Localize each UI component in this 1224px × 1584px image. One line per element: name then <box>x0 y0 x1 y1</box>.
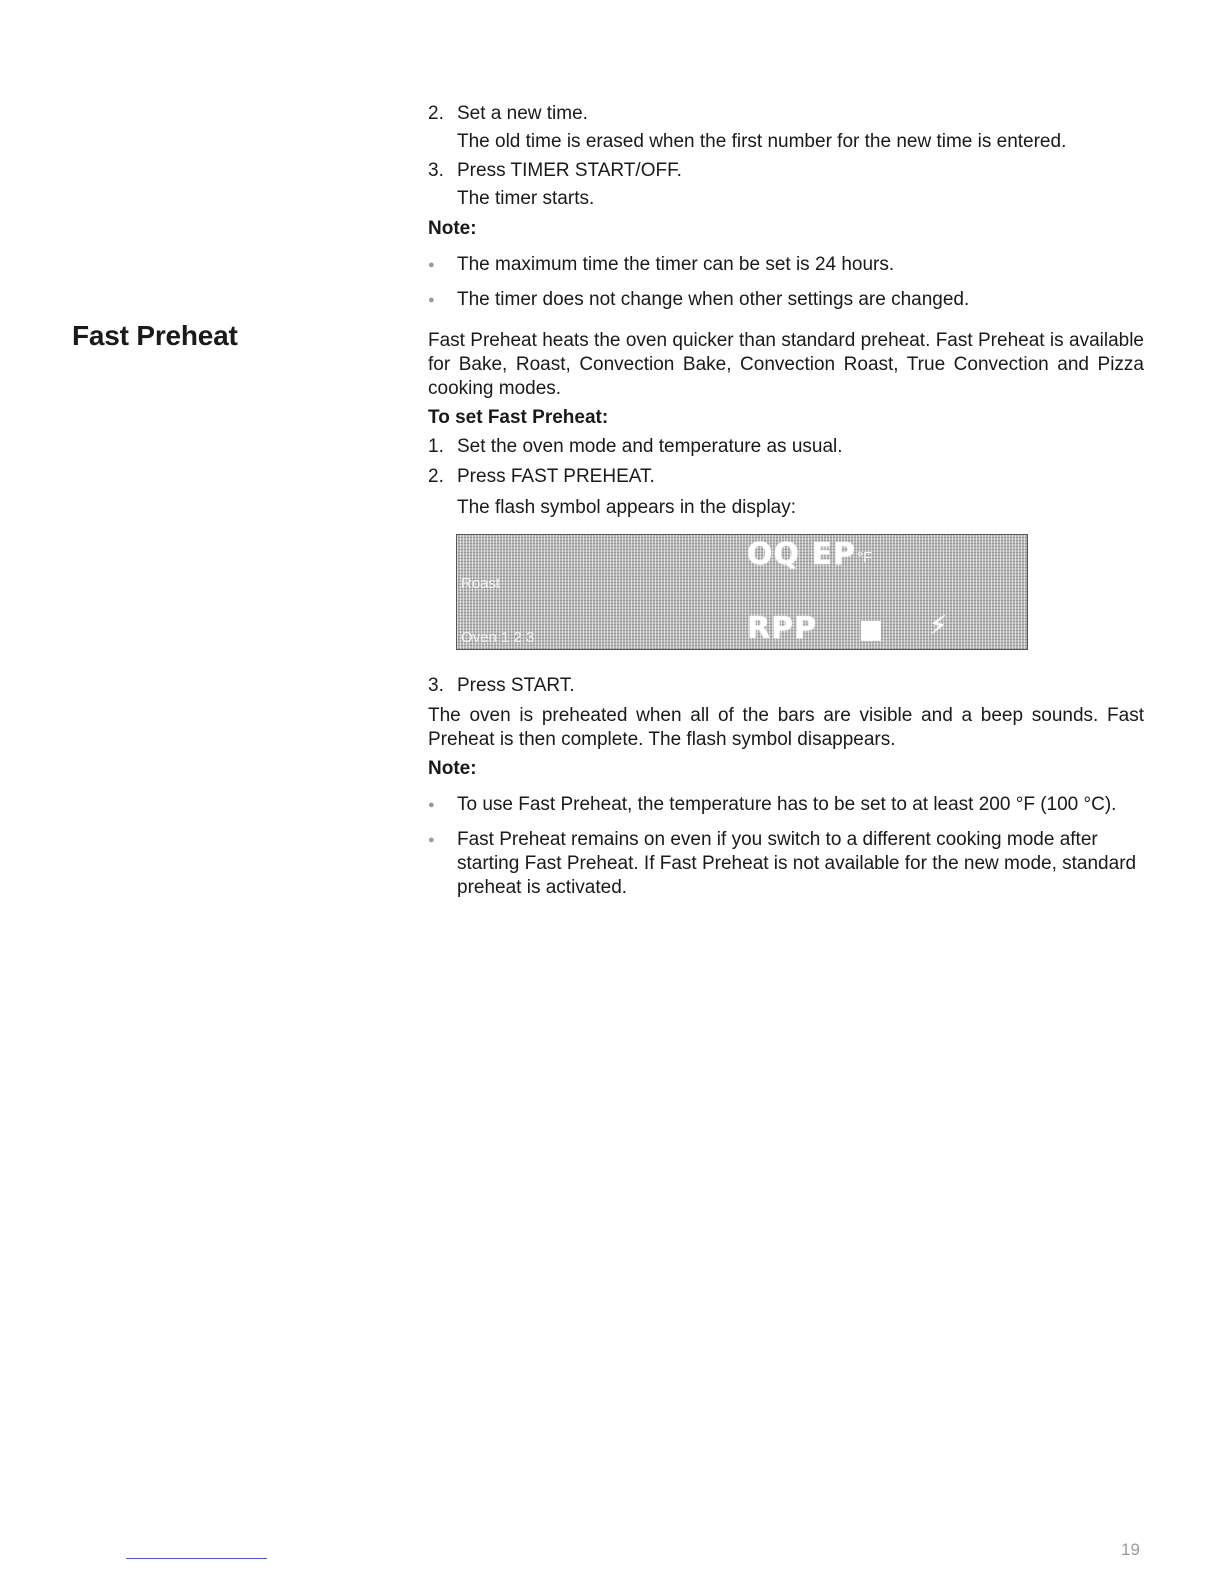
note-text: Fast Preheat remains on even if you switch to a different cooking mode after starting Fast Preheat. If Fast Preheat is not available for the new mode, standard preheat is activated. <box>457 829 1137 898</box>
timer-step-3-detail: The timer starts. <box>457 188 595 209</box>
display-oven-label: Oven 1 2 3 <box>461 629 535 646</box>
flash-symbol-icon: ⚡ <box>929 611 949 641</box>
display-top-value: OQ EP <box>747 537 856 572</box>
preheat-note-item <box>428 828 1140 900</box>
step-number: 3. <box>428 675 444 696</box>
bullet-dot-icon: ● <box>428 294 435 306</box>
step-text: Press FAST PREHEAT. <box>457 466 655 487</box>
timer-step-2 <box>428 102 588 126</box>
display-top-unit: °F <box>857 549 873 566</box>
step-text: Set the oven mode and temperature as usual. <box>457 436 843 457</box>
oven-display-image <box>456 534 1028 650</box>
preheat-step-3 <box>428 674 575 698</box>
display-bottom-value: RPP <box>747 611 818 646</box>
section-title: Fast Preheat <box>72 320 238 351</box>
note-text: The maximum time the timer can be set is 24 hours. <box>457 254 895 275</box>
timer-note-label: Note: <box>428 218 477 239</box>
preheat-result: The oven is preheated when all of the bars are visible and a beep sounds. Fast Preheat is then complete. The flash symbol disappears. <box>428 705 1144 750</box>
step-number: 1. <box>428 436 444 457</box>
step-number: 3. <box>428 160 444 181</box>
preheat-note-item <box>428 793 1140 817</box>
timer-step-2-detail: The old time is erased when the first number for the new time is entered. <box>457 131 1067 152</box>
step-text: Set a new time. <box>457 103 588 124</box>
step-number: 2. <box>428 466 444 487</box>
note-text: To use Fast Preheat, the temperature has to be set to at least 200 °F (100 °C). <box>457 794 1117 815</box>
step-text: Press START. <box>457 675 575 696</box>
step-text: Press TIMER START/OFF. <box>457 160 682 181</box>
page-number: 19 <box>1121 1540 1140 1559</box>
timer-note-item <box>428 253 1140 277</box>
display-mode-label: Roast <box>461 575 501 592</box>
preheat-note-label: Note: <box>428 758 477 779</box>
bullet-dot-icon: ● <box>428 834 435 846</box>
footer-rule <box>126 1558 267 1559</box>
preheat-step-2-detail: The flash symbol appears in the display: <box>457 497 797 518</box>
timer-note-item <box>428 288 1140 312</box>
note-text: The timer does not change when other settings are changed. <box>457 289 970 310</box>
bullet-dot-icon: ● <box>428 799 435 811</box>
preheat-step-2 <box>428 465 655 489</box>
fast-preheat-intro: Fast Preheat heats the oven quicker than standard preheat. Fast Preheat is available for Bake, Roast, Convection Bake, Convection Roast, True Convection and Pizza cooking modes. <box>428 330 1144 399</box>
preheat-step-1 <box>428 435 843 459</box>
step-number: 2. <box>428 103 444 124</box>
timer-step-3 <box>428 159 682 183</box>
bullet-dot-icon: ● <box>428 259 435 271</box>
display-oven-icon <box>861 621 881 641</box>
howto-label: To set Fast Preheat: <box>428 407 609 428</box>
